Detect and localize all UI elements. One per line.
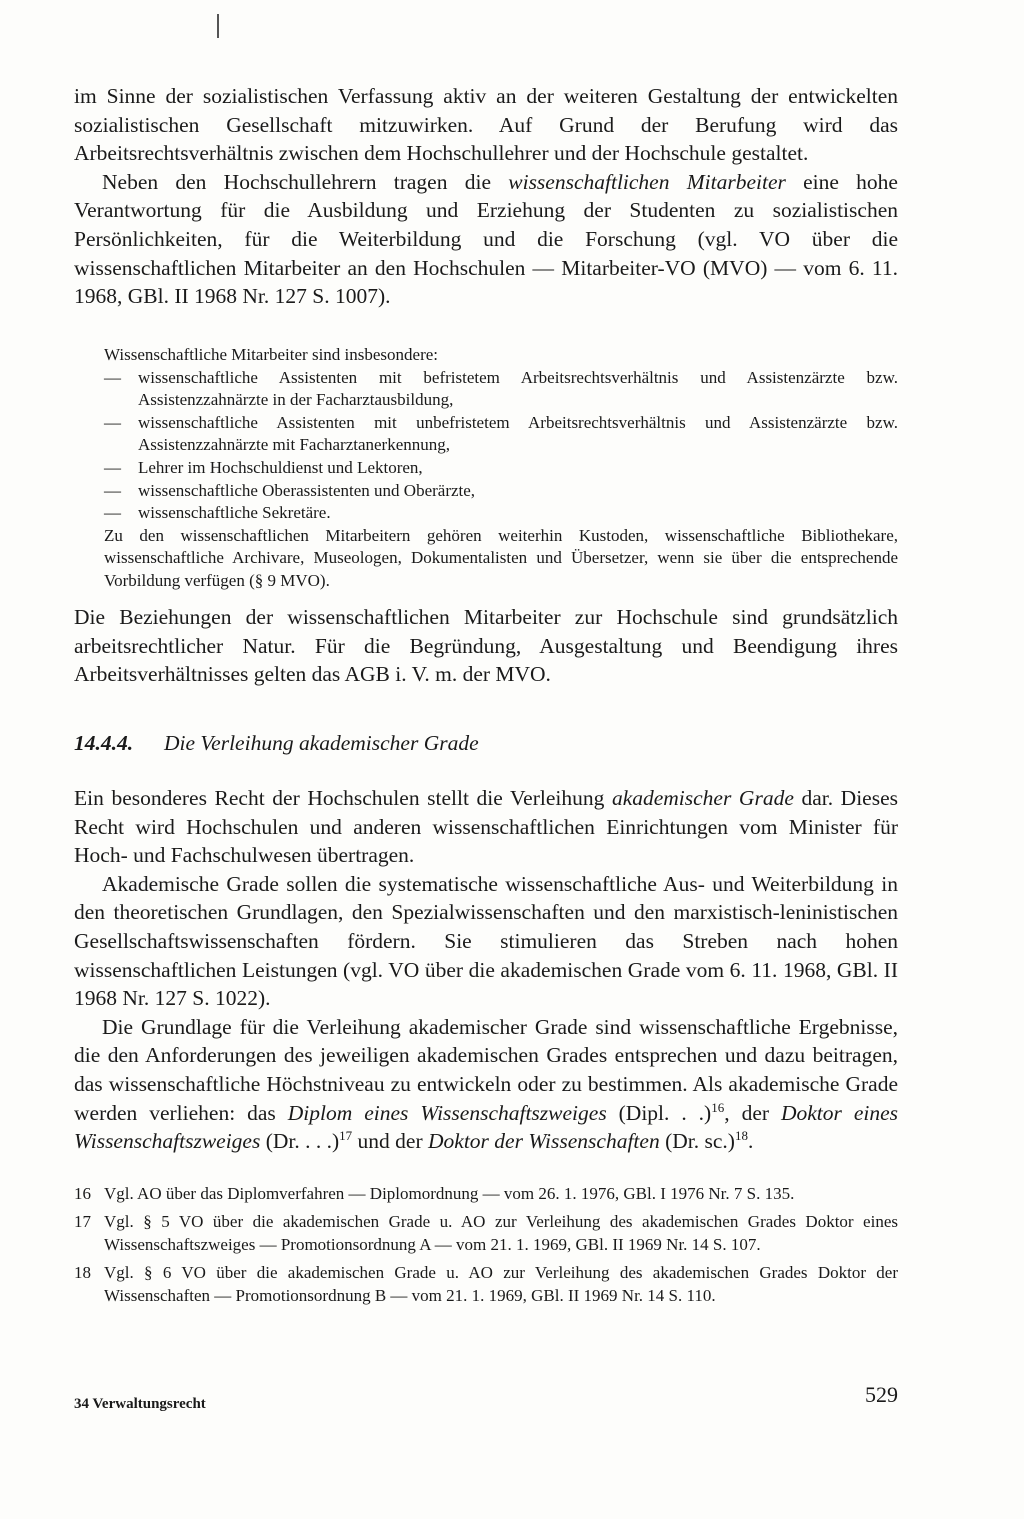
footnote-text: Vgl. § 5 VO über die akademischen Grade u. AO zur Verleihung des akademischen Grades Doktor eines Wissenschaftszweiges — Promotionsordnung A — vom 21. 1. 1969, GBl. II 1969 Nr. 14 S. 107. [104, 1212, 898, 1254]
footnote-item [74, 1262, 898, 1307]
note-list-item: — wissenschaftliche Assistenten mit befristetem Arbeitsrechtsverhältnis und Assistenzärzte bzw. Assistenzzahnärzte in der Facharztausbildung, [104, 367, 898, 410]
section-title: Die Verleihung akademischer Grade [164, 731, 479, 755]
body-section-middle [74, 603, 898, 689]
paragraph-2-emphasis: wissenschaftlichen Mitarbeiter [508, 169, 786, 194]
paragraph-3: Die Beziehungen der wissenschaftlichen Mitarbeiter zur Hochschule sind grundsätzlich arbeitsrechtlicher Natur. Für die Begründung, Ausgestaltung und Beendigung ihres Arbeitsverhältnisses gelten das AGB i. V. m. der MVO. [74, 605, 898, 687]
body-section-lower [74, 784, 898, 1156]
footnote-item [74, 1211, 898, 1256]
footnote-ref: 16 [711, 1099, 725, 1115]
footnote-ref: 17 [339, 1127, 353, 1143]
paragraph-2-after: eine hohe Verantwortung für die Ausbildung und Erziehung der Studenten zu sozialistischen Persönlichkeiten, für die Weiterbildung und die Forschung (vgl. VO über die wissenschaftlichen Mitarbeiter an den Hochschulen — Mitarbeiter-VO (MVO) — vom 6. 11. 1968, GBl. II 1968 Nr. 127 S. 1007). [74, 169, 898, 309]
paragraph-6: Die Grundlage für die Verleihung akademischer Grade sind wissenschaftliche Ergebnisse, die den Anforderungen des jeweiligen akademischen Grades entsprechen und dazu beitragen, das wissenschaftliche Höchstniveau zu entwickeln oder zu bestimmen. Als akademische Grade werden verliehen: das Diplom eines Wissenschaftszweiges (Dipl. . .)$^{16}$, der Doktor eines Wissenschaftszweiges (Dr. . . .)$^{17}$ und der Doktor der Wissenschaften (Dr. sc.)$^{18}$. [74, 1014, 899, 1154]
section-number: 14.4.4. [74, 731, 134, 755]
section-heading [74, 731, 479, 756]
dash-marker: — [104, 367, 121, 387]
body-section-top [74, 82, 898, 311]
footnote-text: Vgl. § 6 VO über die akademischen Grade u. AO zur Verleihung des akademischen Grades Doktor der Wissenschaften — Promotionsordnung B — vom 21. 1. 1969, GBl. II 1969 Nr. 14 S. 110. [104, 1263, 898, 1305]
footnote-number: 16 [74, 1184, 91, 1203]
note-list-item: — wissenschaftliche Oberassistenten und Oberärzte, [104, 480, 898, 503]
note-intro: Wissenschaftliche Mitarbeiter sind insbesondere: [104, 345, 439, 364]
footnotes [74, 1183, 898, 1313]
signature-line: 34 Verwaltungsrecht [74, 1396, 206, 1412]
paragraph-1: im Sinne der sozialistischen Verfassung aktiv an der weiteren Gestaltung der entwickelten sozialistischen Gesellschaft mitzuwirken. Auf Grund der Berufung wird das Arbeitsrechtsverhältnis zwischen dem Hochschullehrer und der Hochschule gestaltet. [74, 84, 898, 166]
footnote-ref: 18 [734, 1127, 748, 1143]
dash-marker: — [104, 412, 121, 432]
dash-marker: — [104, 503, 121, 523]
footnote-item [74, 1183, 898, 1205]
footnote-text: Vgl. AO über das Diplomverfahren — Diplomordnung — vom 26. 1. 1976, GBl. I 1976 Nr. 7 S. 135. [104, 1184, 795, 1203]
scan-mark [217, 14, 219, 38]
footnote-number: 17 [74, 1212, 91, 1232]
page-number: 529 [865, 1382, 898, 1407]
paragraph-2 [74, 168, 898, 311]
paragraph-5: Akademische Grade sollen die systematische wissenschaftliche Aus- und Weiterbildung in den theoretischen Grundlagen, den Spezialwissenschaften und den marxistisch-leninistischen Gesellschaftswissenschaften fördern. Sie stimulieren das Streben nach hohen wissenschaftlichen Leistungen (vgl. VO über die akademischen Grade vom 6. 11. 1968, GBl. II 1968 Nr. 127 S. 1022). [74, 871, 898, 1011]
paragraph-4: Ein besonderes Recht der Hochschulen stellt die Verleihung akademischer Grade dar. Dieses Recht wird Hochschulen und anderen wissenschaftlichen Einrichtungen vom Minister für Hoch- und Fachschulwesen übertragen. [74, 786, 899, 868]
dash-marker: — [104, 480, 121, 500]
paragraph-4-emphasis: akademischer Grade [611, 786, 794, 810]
note-closing: Zu den wissenschaftlichen Mitarbeitern gehören weiterhin Kustoden, wissenschaftliche Bibliothekare, wissenschaftliche Archivare, Museologen, Dokumentalisten und Übersetzer, wenn sie über die entsprechende Vorbildung verfügen (§ 9 MVO). [104, 525, 898, 590]
dash-marker: — [104, 457, 121, 477]
note-list-item: — wissenschaftliche Sekretäre. [104, 502, 898, 525]
note-list-item: — wissenschaftliche Assistenten mit unbefristetem Arbeitsrechtsverhältnis und Assistenzärzte bzw. Assistenzzahnärzte mit Facharztanerkennung, [104, 412, 898, 455]
note-list-item: — Lehrer im Hochschuldienst und Lektoren, [104, 457, 898, 480]
note-block [104, 344, 898, 593]
paragraph-2-before: Neben den Hochschullehrern tragen die [102, 169, 509, 194]
footnote-number: 18 [74, 1263, 91, 1283]
